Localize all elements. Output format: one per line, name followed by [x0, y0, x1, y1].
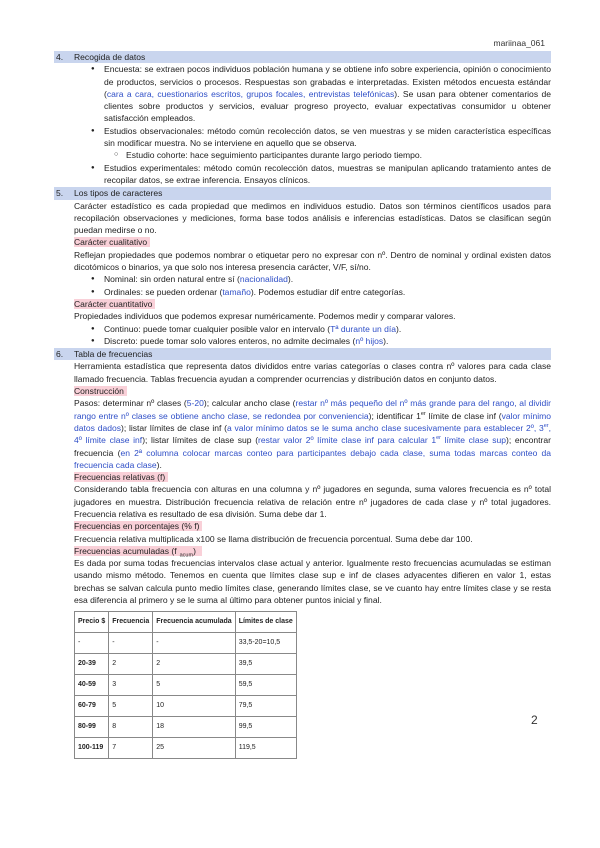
table-cell: 5: [153, 675, 235, 696]
list-item: ● Continuo: puede tomar cualquier posible valor en intervalo (Tª durante un día).: [104, 323, 551, 335]
paragraph: Propiedades individuos que podemos expresar numéricamente. Podemos medir y comparar valores.: [74, 311, 456, 322]
table-cell: 2: [109, 654, 153, 675]
list-item: ● Estudios observacionales: método común recolección datos, se ven muestras y se miden característica específicas sin modificar muestra. No se interviene en aquello que se observa.: [104, 125, 551, 150]
author-label: mariinaa_061: [493, 38, 545, 48]
paragraph: Frecuencia relativa multiplicada x100 se llama distribución de frecuencia porcentual. Suma debe dar 100.: [74, 533, 473, 544]
list-item: ● Nominal: sin orden natural entre sí (nacionalidad).: [104, 273, 551, 285]
table-cell: 80-99: [75, 717, 109, 738]
section-4-heading: 4. Recogida de datos: [54, 51, 551, 63]
table-cell: 25: [153, 738, 235, 759]
table-row: [75, 675, 297, 696]
list-item: ○ Estudio cohorte: hace seguimiento participantes durante largo periodo tiempo.: [104, 149, 551, 161]
quantitative-list: [54, 323, 551, 348]
list-item: ● Ordinales: se pueden ordenar (tamaño). Podemos estudiar dif entre categorías.: [104, 286, 551, 298]
list-item: ● Discreto: puede tomar solo valores enteros, no admite decimales (nº hijos).: [104, 335, 551, 347]
section-5-heading: 5. Los tipos de caracteres: [54, 187, 551, 199]
table-cell: -: [153, 633, 235, 654]
column-header: Límites de clase: [235, 612, 296, 633]
list-item: ● Estudios experimentales: método común recolección datos, muestras se manipulan aplicando tratamiento antes de recopilar datos, se extrae inferencia. Ensayos clínicos.: [104, 162, 551, 187]
section-6-heading: 6. Tabla de frecuencias: [54, 348, 551, 360]
table-cell: 59,5: [235, 675, 296, 696]
table-cell: 39,5: [235, 654, 296, 675]
subheading: Carácter cualitativo: [54, 236, 551, 248]
page-number: 2: [531, 713, 538, 727]
table-cell: 18: [153, 717, 235, 738]
table-row: [75, 738, 297, 759]
table-cell: -: [75, 633, 109, 654]
table-cell: 40-59: [75, 675, 109, 696]
table-row: [75, 633, 297, 654]
page-content: [54, 50, 551, 759]
subheading: Frecuencias en porcentajes (% f): [54, 520, 551, 532]
paragraph: Es dada por suma todas frecuencias intervalos clase actual y anterior. Igualmente resto frecuencias acumuladas se estiman usando mismo método. Tenemos en cuenta que límites clase sup e inf de clases adyacentes difieren en valor 1, estas brechas se salvan calcula punto medio límites clase, generando límites clase, se ve cuanto hay entre límites clase y se resta esa diferencia al primero y se le suma al último para obtener puntos inicial y final.: [74, 558, 551, 606]
table-cell: 7: [109, 738, 153, 759]
table-header-row: [75, 612, 297, 633]
column-header: Frecuencia: [109, 612, 153, 633]
list-item: ● Encuesta: se extraen pocos individuos población humana y se obtiene info sobre experiencia, opinión o conocimiento de productos, servicios o procesos. Respuestas son grabadas e interpretadas. Existen métodos encuesta estándar (cara a cara, cuestionarios escritos, grupos focales, entrevistas telefónicas). Se usan para obtener comentarios de clientes sobre productos y servicios, evaluar progreso proyecto, evaluar expectativas consumidor u obtener satisfacción empleados.: [104, 63, 551, 124]
column-header: Frecuencia acumulada: [153, 612, 235, 633]
subheading: Frecuencias acumuladas (f $_{acum}$): [54, 545, 551, 557]
paragraph: Carácter estadístico es cada propiedad que medimos en individuos estudio. Datos son términos científicos usados para recopilación observaciones y mediciones, forma base todos análisis e inferencias estadísticas. Datos se clasifican según puedan medirse o no.: [74, 200, 551, 236]
table-cell: 79,5: [235, 696, 296, 717]
paragraph: Considerando tabla frecuencia con alturas en una columna y nº jugadores en segunda, suma valores frecuencia es nº total jugadores en muestra. Distribución frecuencia relativa de relación entre nº jugadores de cada clase y nº total jugadores. Frecuencia relativa es resultado de esa división. Suma debe dar 1.: [74, 484, 551, 519]
table-row: [75, 654, 297, 675]
table-cell: 60-79: [75, 696, 109, 717]
table-cell: 3: [109, 675, 153, 696]
table-cell: 119,5: [235, 738, 296, 759]
frequency-table: [74, 611, 297, 759]
table-cell: 20-39: [75, 654, 109, 675]
table-row: [75, 717, 297, 738]
paragraph: Reflejan propiedades que podemos nombrar o etiquetar pero no expresar con nº. Dentro de nominal y ordinal existen datos dicotómicos o binarios, ya que solo nos interesa presencia carácter, V/F, sí/no.: [74, 249, 551, 273]
subheading: Frecuencias relativas (f): [54, 471, 551, 483]
subheading: Carácter cuantitativo: [54, 298, 551, 310]
table-row: [75, 696, 297, 717]
qualitative-list: [54, 273, 551, 298]
table-cell: 2: [153, 654, 235, 675]
table-cell: 100-119: [75, 738, 109, 759]
table-cell: 33,5-20=10,5: [235, 633, 296, 654]
table-cell: 5: [109, 696, 153, 717]
paragraph: Herramienta estadística que representa datos divididos entre varias categorías o clases contra nº valores para cada clase llamado frecuencia. Tablas frecuencia ayudan a comprender ocurrencias y distribución datos en conjunto datos.: [74, 361, 551, 384]
table-cell: -: [109, 633, 153, 654]
subheading: Construcción: [54, 385, 551, 397]
construction-paragraph: Pasos: determinar nº clases (5-20); calcular ancho clase (restar nº más pequeño del nº más grande para del rango, al dividir rango entre nº clases se obtiene ancho clase, se redondea por conveniencia); identificar 1er límite de clase inf (valor mínimo datos dados); listar límites de clase inf (a valor mínimo datos se le suma ancho clase sucesivamente para establecer 2º, 3er, 4º límite clase inf); listar límites de clase sup (restar valor 2º límite clase inf para calcular 1er límite clase sup); encontrar frecuencia (en 2ª columna colocar marcas conteo para participantes debajo cada clase, suma todas marcas conteo da frecuencia cada clase).: [74, 398, 552, 470]
table-cell: 10: [153, 696, 235, 717]
table-cell: 8: [109, 717, 153, 738]
column-header: Precio $: [75, 612, 109, 633]
table-cell: 99,5: [235, 717, 296, 738]
data-collection-list: [54, 63, 551, 186]
